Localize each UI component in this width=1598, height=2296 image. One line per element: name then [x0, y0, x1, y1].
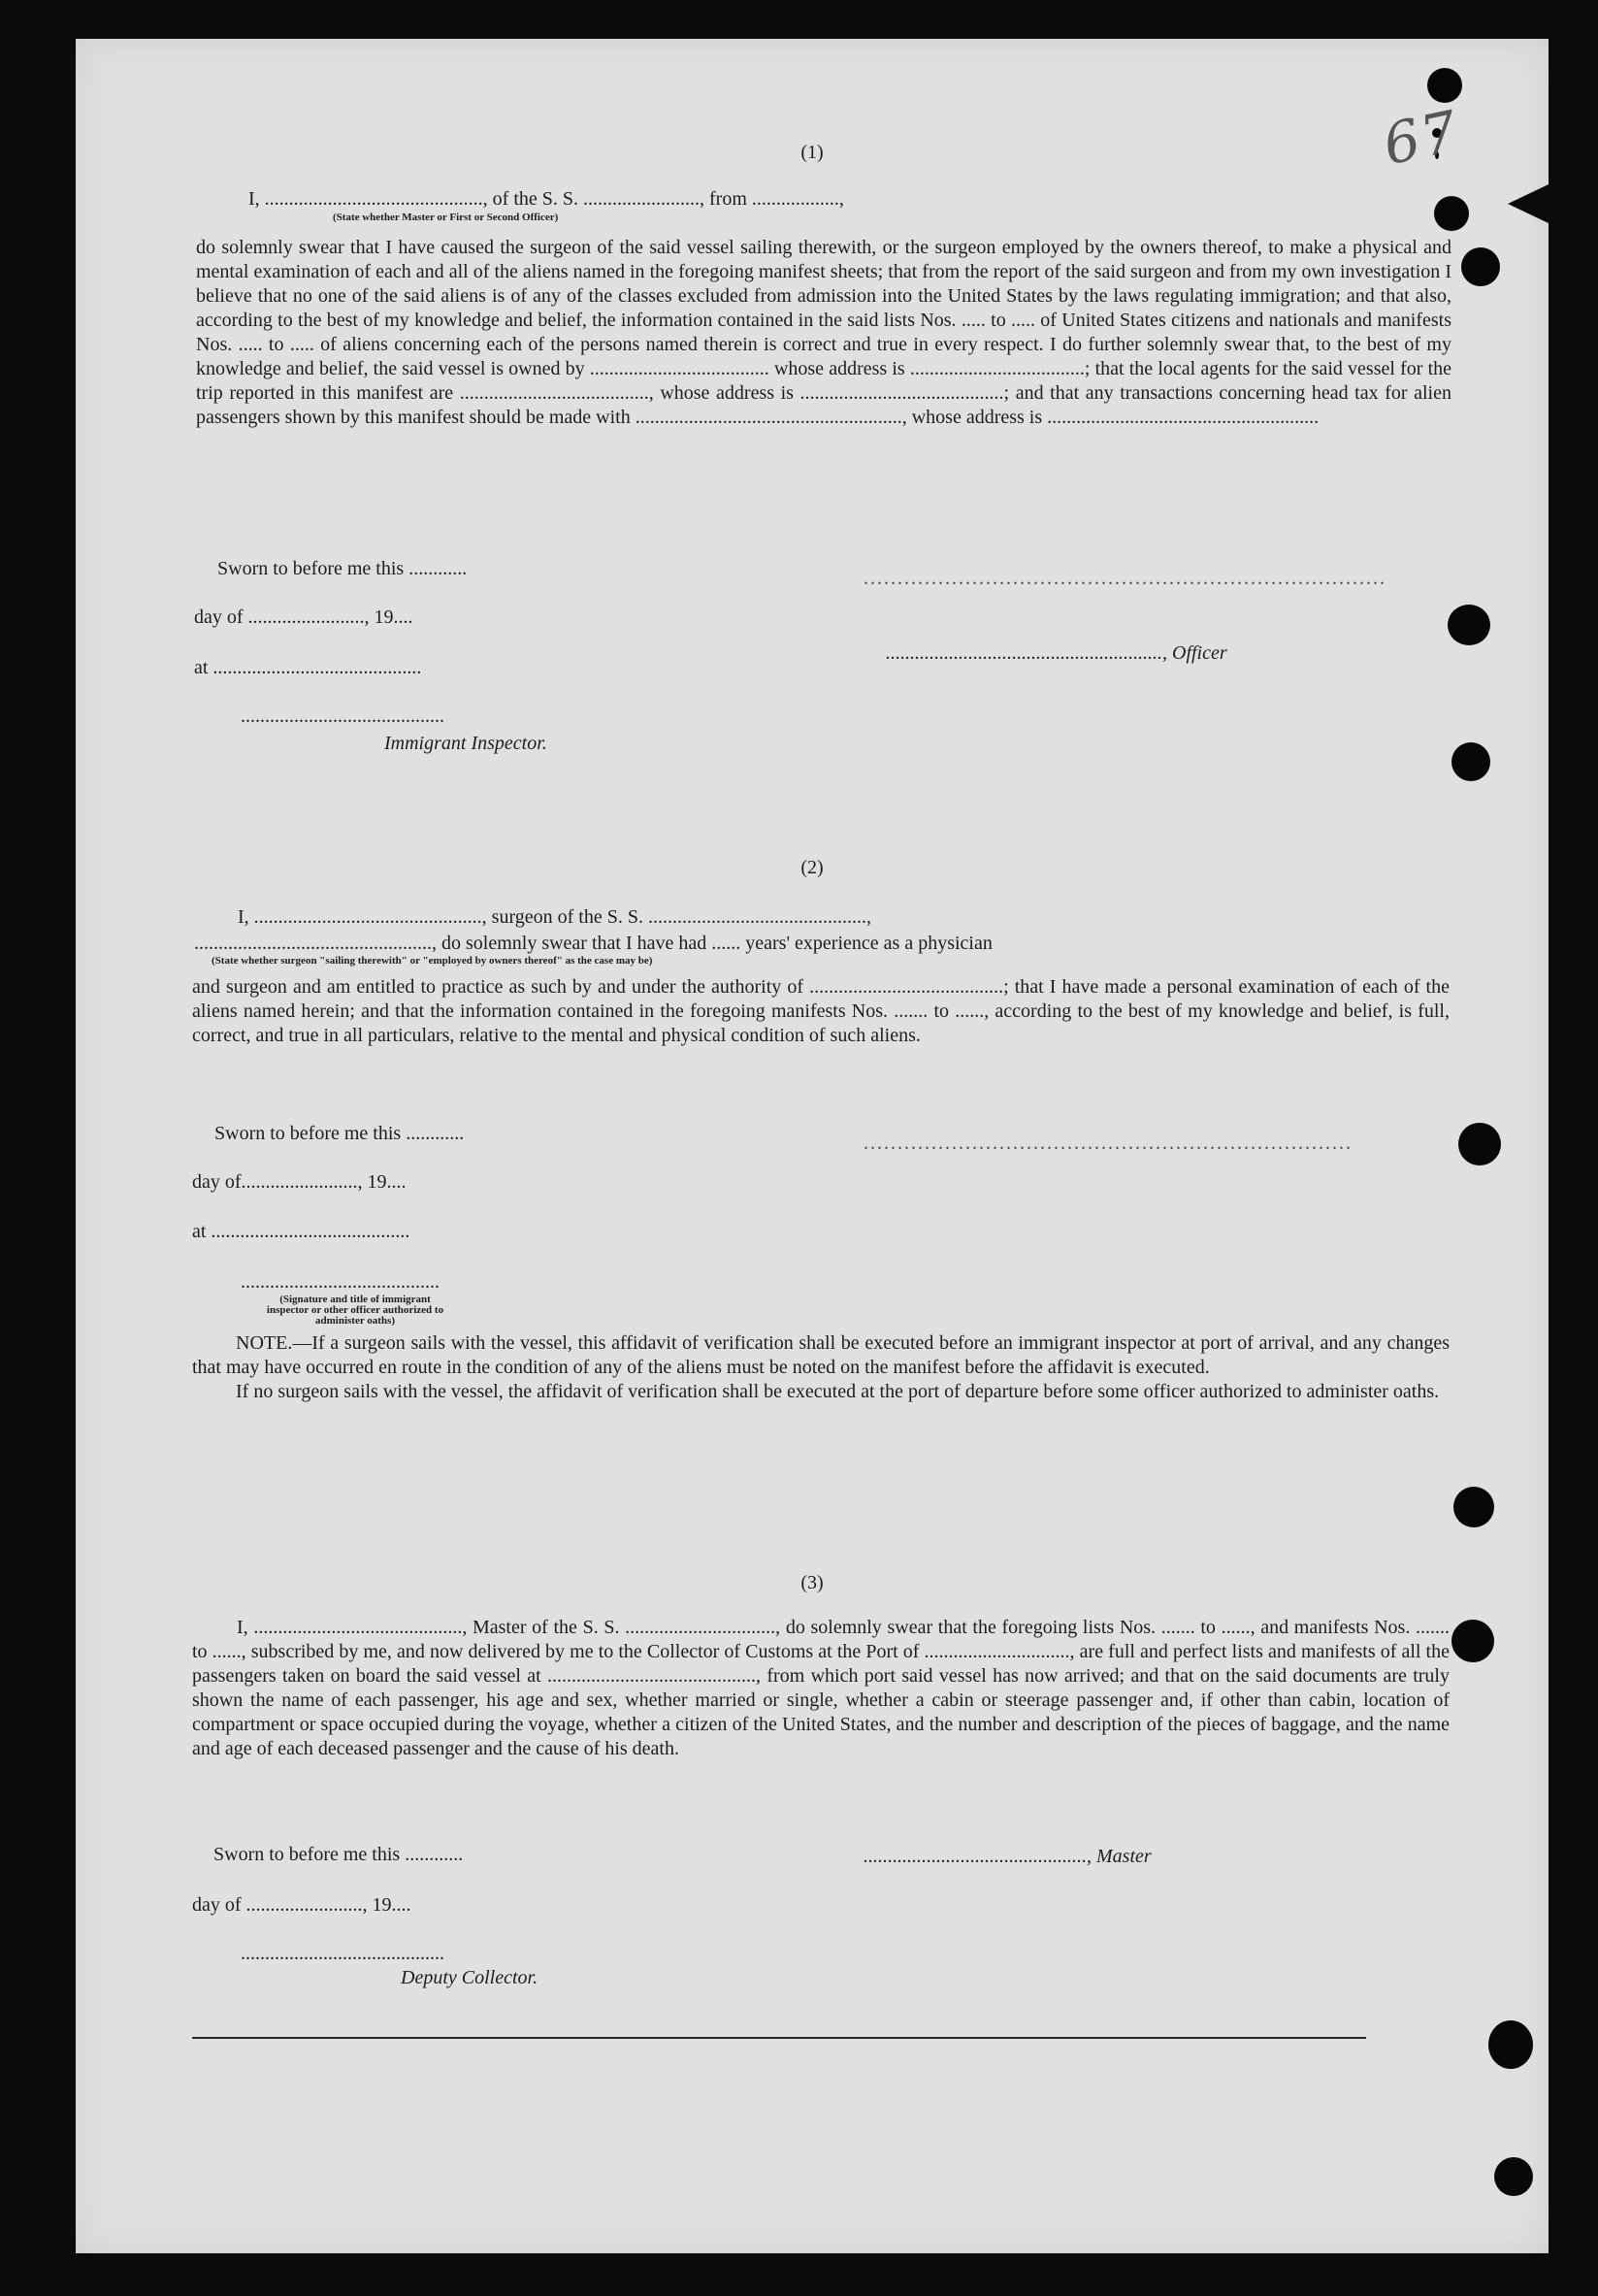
form-page — [76, 39, 1549, 2253]
section-1-oath-text: do solemnly swear that I have caused the surgeon of the said vessel sailing therewith, or the surgeon employed by the owners thereof, to make a physical and mental examination of each and all of the aliens named in the foregoing manifest sheets; that from the report of the said surgeon and from my own investigation I believe that no one of the said aliens is of any of the classes excluded from admission into the United States by the laws regulating immigration; and that also, according to the best of my knowledge and belief, the information contained in the said lists Nos. ..... to ..... of United States citizens and nationals and manifests Nos. ..... to ..... of aliens concerning each of the persons named therein is correct and true in every respect. I do further solemnly swear that, to the best of my knowledge and belief, the said vessel is owned by ..................................... whose address is ....................................; that the local agents for the said vessel for the trip reported in this manifest are ......................................., whose address is ..........................................; and that any transactions concerning head tax for alien passengers shown by this manifest should be made with ......................................................., whose address is ........................................................ — [196, 237, 1451, 428]
section-1-number: (1) — [800, 142, 824, 163]
section-2-surgeon-note: (State whether surgeon "sailing therewith" or "employed by owners thereof" as the case may be) — [212, 955, 653, 967]
punch-hole — [1451, 742, 1490, 781]
section-2-signature-dots: ......................................... — [241, 1271, 440, 1293]
section-2-at-line: at ......................................... — [192, 1221, 410, 1242]
section-1-opening-line: I, ............................................., of the S. S. ........................, from .................., — [248, 188, 844, 210]
section-1-inspector-dots: .......................................... — [241, 705, 444, 727]
section-1-officer-note: (State whether Master or First or Second Officer) — [333, 212, 559, 223]
section-2-opening-line: I, ..............................................., surgeon of the S. S. ............................................., — [238, 906, 871, 928]
section-1-sworn-line: Sworn to before me this ............ — [217, 558, 468, 579]
section-3-oath-text: I, ..........................................., Master of the S. S. ..............................., do solemnly swear that the foregoing lists Nos. ....... to ......, and manifests Nos. ....... to ......, subscribed by me, and now delivered by me to the Collector of Customs at the Port of .............................., are full and perfect lists and manifests of all the passengers taken on board the said vessel at ..........................................., from which port said vessel has now arrived; and that on the said documents are truly shown the name of each passenger, his age and sex, whether married or single, whether a cabin or steerage passenger and, if other than cabin, location of compartment or space occupied during the voyage, whether a citizen of the United States, and the number and description of the pieces of baggage, and the name and age of each deceased passenger and the cause of his death. — [192, 1617, 1450, 1759]
page-edge-notch — [1508, 184, 1549, 223]
punch-hole — [1488, 2020, 1533, 2069]
section-2-oath-text: and surgeon and am entitled to practice as such by and under the authority of ........................................; that I have made a personal examination of each of the aliens named herein; and that the information contained in the foregoing manifests Nos. ....... to ......, according to the best of my knowledge and belief, is full, correct, and true in all particulars, relative to the mental and physical condition of such aliens. — [192, 976, 1450, 1046]
punch-hole — [1494, 2157, 1533, 2196]
section-2-signature-line: ........................................................................ — [864, 1132, 1353, 1154]
section-1-at-line: at ........................................... — [194, 657, 422, 678]
section-2-signature-label: (Signature and title of immigrant inspector or other officer authorized to administer oaths) — [266, 1294, 444, 1327]
bottom-rule — [192, 2037, 1366, 2039]
punch-hole — [1434, 196, 1469, 231]
punch-hole — [1448, 605, 1490, 645]
punch-hole — [1453, 1487, 1494, 1527]
section-2-sworn-line: Sworn to before me this ............ — [214, 1123, 465, 1144]
section-1-inspector-label: Immigrant Inspector. — [384, 733, 547, 754]
section-2-day-of-line: day of........................, 19.... — [192, 1171, 407, 1193]
section-2-note: NOTE.—If a surgeon sails with the vessel, this affidavit of verification shall be executed before an immigrant inspector at port of arrival, and any changes that may have occurred en route in the condition of any of the aliens must be noted on the manifest before the affidavit is executed. If no surgeon sails with the vessel, the affidavit of verification shall be executed at the port of departure before some officer authorized to administer oaths. — [192, 1332, 1450, 1402]
section-1-day-of-line: day of ........................, 19.... — [194, 607, 413, 628]
section-3-day-of-line: day of ........................, 19.... — [192, 1894, 411, 1916]
section-3-master-line: .............................................., Master — [864, 1846, 1152, 1867]
punch-hole — [1458, 1123, 1501, 1165]
section-3-sworn-line: Sworn to before me this ............ — [213, 1844, 464, 1865]
section-2-experience-line: ................................................., do solemnly swear that I have had ...... years' experience as a physician — [194, 933, 993, 954]
punch-hole — [1451, 1620, 1494, 1662]
section-3-number: (3) — [800, 1572, 824, 1593]
punch-hole — [1427, 68, 1462, 103]
punch-hole — [1461, 247, 1500, 286]
section-1-officer-line: ........................................................., Officer — [886, 642, 1227, 664]
section-3-collector-label: Deputy Collector. — [401, 1967, 538, 1988]
page-number: 67 — [1377, 97, 1466, 179]
section-3-collector-dots: .......................................... — [241, 1943, 444, 1964]
section-2-number: (2) — [800, 857, 824, 878]
section-1-signature-line: ............................................................................. — [864, 568, 1386, 589]
